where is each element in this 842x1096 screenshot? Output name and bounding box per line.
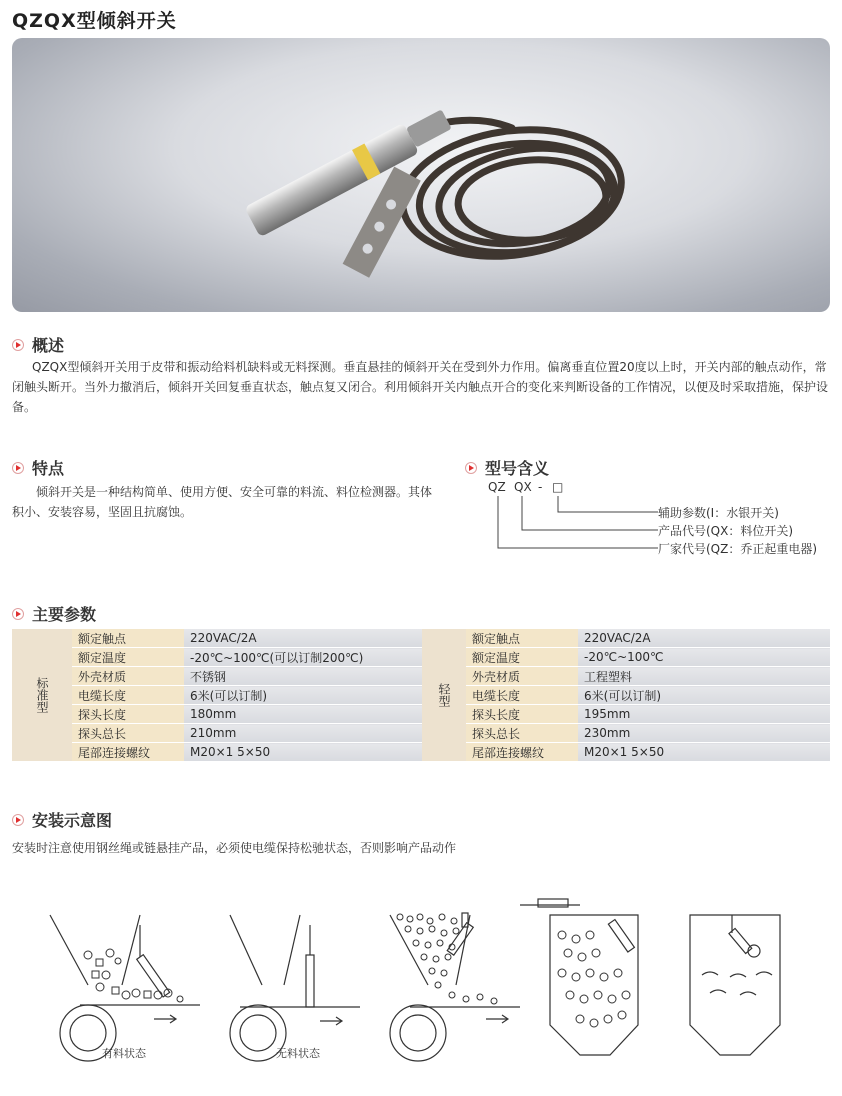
param-name: 电缆长度 [466,686,578,705]
diagram-silo [520,899,638,1055]
model-line-factory: 厂家代号(QZ：乔正起重电器) [658,542,818,556]
install-text: 安装时注意使用钢丝绳或链悬挂产品，必须使电缆保持松驰状态，否则影响产品动作 [12,841,457,855]
features-heading: 特点 [12,456,64,479]
param-name: 探头长度 [466,705,578,724]
group-label-standard: 标准型 [12,629,72,762]
section-bullet-icon [465,462,477,474]
section-bullet-icon [12,339,24,351]
table-row [12,629,422,648]
section-bullet-icon [12,462,24,474]
param-name: 尾部连接螺纹 [466,743,578,762]
param-value: 210mm [184,724,422,743]
params-table-light [422,629,830,762]
table-row [422,705,830,724]
params-heading: 主要参数 [12,602,96,625]
diagram-with-material [50,915,200,1061]
section-bullet-icon [12,814,24,826]
caption-with-material: 有料状态 [102,1047,146,1060]
code-aux: □ [552,480,564,494]
features-text: 倾斜开关是一种结构简单、使用方便、安全可靠的料流、料位检测器。其体积小、安装容易，坚固且抗腐蚀。 [12,485,433,519]
model-line-product: 产品代号(QX：料位开关) [658,524,794,538]
install-heading: 安装示意图 [12,808,112,831]
param-name: 探头总长 [72,724,184,743]
overview-text: QZQX型倾斜开关用于皮带和振动给料机缺料或无料探测。垂直悬挂的倾斜开关在受到外力作用。偏离垂直位置20度以上时，开关内部的触点动作，常闭触头断开。当外力撤消后，倾斜开关回复垂直状态，触点复又闭合。利用倾斜开关内触点开合的变化来判断设备的工作情况，以便及时采取措施，保护设备。 [12,360,829,414]
param-name: 额定触点 [72,629,184,648]
param-value: M20×1 5×50 [184,743,422,762]
diagram-without-material [230,915,360,1061]
table-row [12,686,422,705]
table-row [422,667,830,686]
caption-without-material: 无料状态 [276,1047,320,1060]
param-name: 额定温度 [466,648,578,667]
param-name: 额定触点 [466,629,578,648]
group-label-light: 轻型 [422,629,466,762]
table-row [12,743,422,762]
overview-heading: 概述 [12,333,64,356]
param-value: 230mm [578,724,830,743]
model-heading: 型号含义 [465,456,549,479]
diagram-hopper-flow [390,913,520,1061]
code-dash: - [538,480,543,494]
model-leader-lines [482,480,662,560]
table-row [12,648,422,667]
product-photo [12,38,830,312]
table-row [422,743,830,762]
param-value: 180mm [184,705,422,724]
code-product: QX [514,480,532,494]
param-name: 外壳材质 [466,667,578,686]
section-bullet-icon [12,608,24,620]
table-row [422,686,830,705]
table-row [422,724,830,743]
param-value: 不锈钢 [184,667,422,686]
param-value: -20℃~100℃ [578,648,830,667]
param-value: 6米(可以订制) [578,686,830,705]
table-row [12,724,422,743]
param-name: 外壳材质 [72,667,184,686]
param-value: 工程塑料 [578,667,830,686]
param-value: 220VAC/2A [578,629,830,648]
params-table-standard [12,629,422,762]
diagram-liquid-tank [690,915,780,1055]
param-value: -20℃~100℃(可以订制200℃) [184,648,422,667]
code-factory: QZ [488,480,506,494]
param-value: 6米(可以订制) [184,686,422,705]
installation-diagrams [40,895,820,1085]
model-diagram [482,480,837,560]
table-row [12,667,422,686]
param-name: 额定温度 [72,648,184,667]
param-name: 尾部连接螺纹 [72,743,184,762]
page-title: QZQX型倾斜开关 [12,10,177,32]
table-row [12,705,422,724]
param-value: M20×1 5×50 [578,743,830,762]
model-line-aux: 辅助参数(I：水银开关) [658,506,779,520]
table-row [422,648,830,667]
param-value: 195mm [578,705,830,724]
param-name: 电缆长度 [72,686,184,705]
table-row [422,629,830,648]
param-value: 220VAC/2A [184,629,422,648]
tilt-switch-illustration [12,38,830,312]
param-name: 探头总长 [466,724,578,743]
param-name: 探头长度 [72,705,184,724]
